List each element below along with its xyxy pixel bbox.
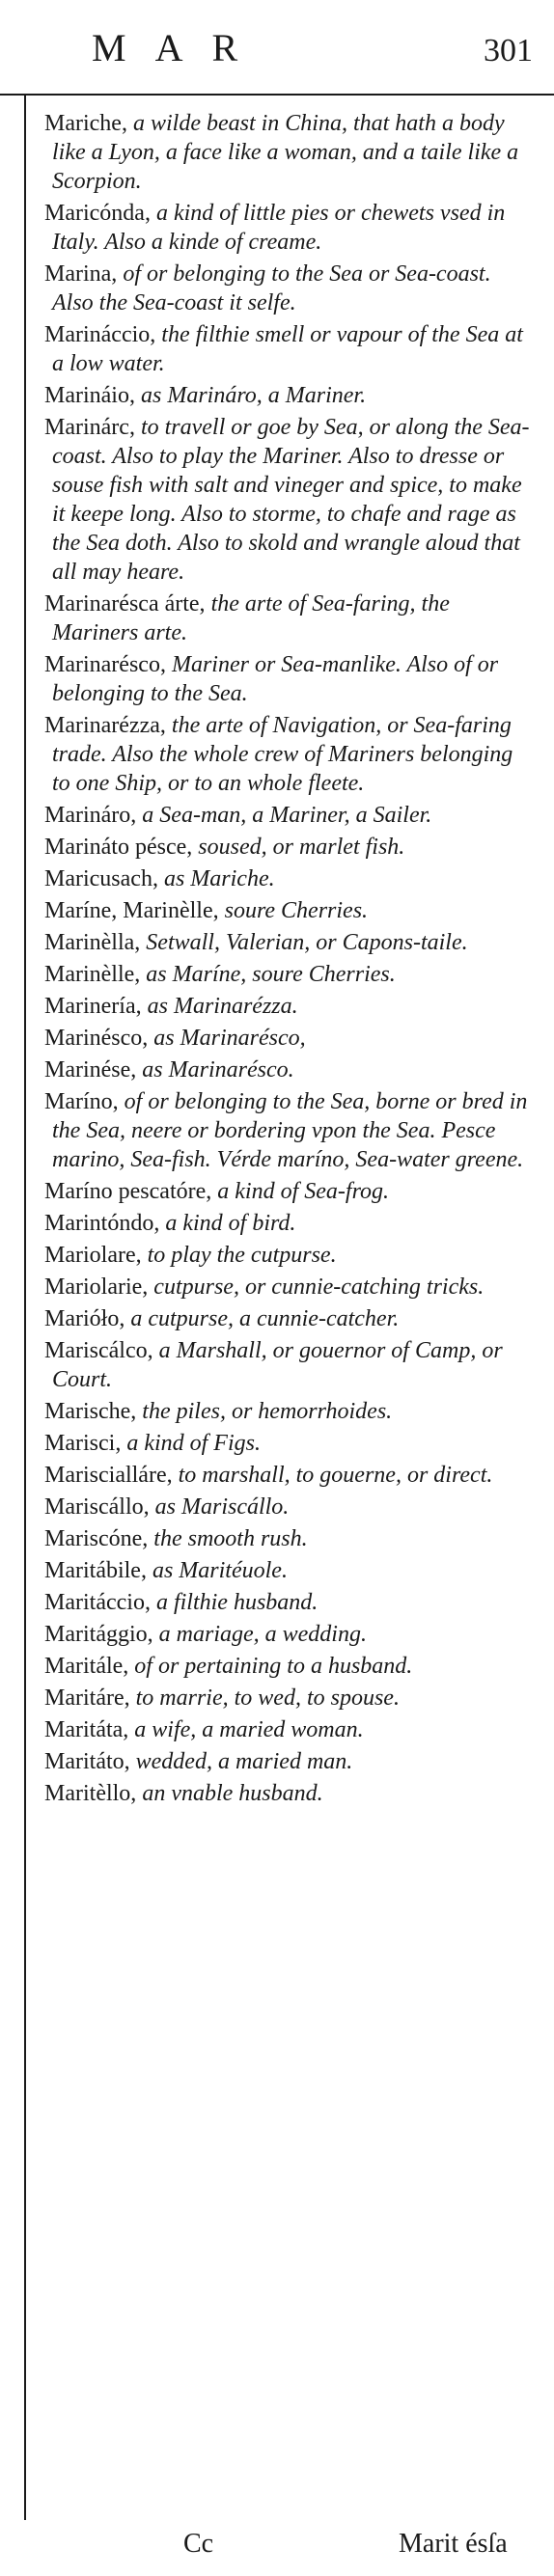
entry-headword: Mariscialláre, <box>44 1463 173 1488</box>
entry-definition: a kind of bird. <box>159 1211 296 1236</box>
entry-headword: Marinèlle, <box>44 962 141 987</box>
entry-definition: a kind of Sea-frog. <box>211 1179 390 1204</box>
entry-headword: Marinésco, <box>44 1026 149 1051</box>
entry-definition: cutpurse, or cunnie-catching tricks. <box>148 1274 485 1300</box>
dictionary-entry <box>29 833 531 862</box>
dictionary-entry <box>29 896 531 925</box>
entry-definition: a mariage, a wedding. <box>152 1622 367 1647</box>
entry-definition: as Mariscállo. <box>149 1494 290 1520</box>
entry-definition: Setwall, Valerian, or Capons-taile. <box>140 930 468 955</box>
entry-headword: Mariolarie, <box>44 1274 149 1300</box>
entry-headword: Mariolare, <box>44 1243 142 1268</box>
entry-headword: Marinarésca árte, <box>44 591 206 617</box>
entry-headword: Marinése, <box>44 1057 137 1082</box>
entry-definition: of or belonging to the Sea or Sea-coast. Also the Sea-coast it selfe. <box>52 261 491 315</box>
entry-definition: the arte of Sea-faring, the Mariners arte. <box>52 591 450 645</box>
dictionary-entry <box>29 1241 531 1270</box>
entry-definition: as Marinarésco. <box>136 1057 294 1082</box>
dictionary-entry <box>29 650 531 708</box>
entry-headword: Marische, <box>44 1399 137 1424</box>
header-rule <box>0 94 554 96</box>
entry-definition: the arte of Navigation, or Sea-faring trade. Also the whole crew of Mariners belonging to one Ship, or to an whole fleete. <box>52 713 513 796</box>
entry-definition: to marrie, to wed, to spouse. <box>129 1685 400 1711</box>
dictionary-entry <box>29 1177 531 1206</box>
entry-definition: as Marinarézza. <box>141 994 298 1019</box>
entry-headword: Marinería, <box>44 994 142 1019</box>
dictionary-entry <box>29 1397 531 1426</box>
dictionary-entry <box>29 1087 531 1174</box>
dictionary-entry <box>29 1429 531 1458</box>
entry-headword: Marináccio, <box>44 322 156 347</box>
entry-headword: Marisci, <box>44 1431 122 1456</box>
entry-headword: Marinèlla, <box>44 930 141 955</box>
entry-definition: as Maritéuole. <box>146 1558 288 1583</box>
entry-definition: as Marináro, a Mariner. <box>134 383 367 408</box>
dictionary-entry <box>29 711 531 798</box>
dictionary-entry <box>29 1779 531 1808</box>
entry-headword: Marinárc, <box>44 415 135 440</box>
entry-definition: the piles, or hemorrhoides. <box>136 1399 393 1424</box>
dictionary-entry <box>29 1747 531 1776</box>
dictionary-entry <box>29 199 531 257</box>
entry-headword: Marináro, <box>44 803 137 828</box>
entry-definition: as Marinarésco, <box>148 1026 306 1051</box>
entry-definition: as Mariche. <box>157 866 275 891</box>
page-header <box>0 19 554 77</box>
dictionary-entry <box>29 1493 531 1521</box>
entry-headword: Mariscállo, <box>44 1494 150 1520</box>
entry-definition: a Sea-man, a Mariner, a Sailer. <box>136 803 432 828</box>
entry-headword: Maríno, <box>44 1089 119 1114</box>
dictionary-entry <box>29 1273 531 1302</box>
entry-headword: Maríno pescatóre, <box>44 1179 212 1204</box>
dictionary-entry <box>29 801 531 830</box>
entry-headword: Maritèllo, <box>44 1781 137 1806</box>
dictionary-entry <box>29 992 531 1021</box>
entry-definition: to marshall, to gouerne, or direct. <box>172 1463 493 1488</box>
entry-headword: Maritáta, <box>44 1717 129 1742</box>
entry-definition: Mariner or Sea-manlike. Also of or belonging to the Sea. <box>52 652 499 706</box>
entry-definition: a Marshall, or gouernor of Camp, or Court. <box>52 1338 503 1392</box>
entry-definition: to travell or goe by Sea, or along the Sea-coast. Also to play the Mariner. Also to dresse or souse fish with salt and vineger and spice, to make it keepe long. Also to storme, to chafe and rage as the Sea doth. Also to skold and wrangle aloud that all may heare. <box>52 415 530 585</box>
entry-headword: Maritággio, <box>44 1622 153 1647</box>
entry-headword: Maritábile, <box>44 1558 147 1583</box>
running-head: MAR <box>92 26 267 69</box>
entry-headword: Marióło, <box>44 1306 125 1331</box>
entry-definition: a filthie husband. <box>150 1590 319 1615</box>
dictionary-entry <box>29 1024 531 1053</box>
dictionary-entry <box>29 320 531 378</box>
entry-headword: Marináio, <box>44 383 135 408</box>
entry-definition: to play the cutpurse. <box>141 1243 337 1268</box>
entry-definition: a wife, a maried woman. <box>128 1717 364 1742</box>
entry-headword: Maritále, <box>44 1654 129 1679</box>
dictionary-entry <box>29 413 531 587</box>
entry-definition: as Maríne, soure Cherries. <box>140 962 396 987</box>
dictionary-entry <box>29 1055 531 1084</box>
catchword: Marit ésſa <box>399 2529 508 2559</box>
dictionary-entry <box>29 1209 531 1238</box>
entry-definition: of or belonging to the Sea, borne or bred in the Sea, neere or bordering vpon the Sea. Pesce marino, Sea-fish. Vérde maríno, Sea-water greene. <box>52 1089 528 1172</box>
dictionary-entry <box>29 260 531 317</box>
entry-definition: of or pertaining to a husband. <box>128 1654 413 1679</box>
entry-headword: Maritáto, <box>44 1749 130 1774</box>
dictionary-entry <box>29 864 531 893</box>
dictionary-entry <box>29 1556 531 1585</box>
signature-mark: Cc <box>183 2529 214 2559</box>
entry-definition: soused, or marlet fish. <box>192 835 405 860</box>
entry-definition: a kind of little pies or chewets vsed in Italy. Also a kinde of creame. <box>52 201 506 255</box>
entry-headword: Mariche, <box>44 111 127 136</box>
entry-headword: Marinarésco, <box>44 652 166 677</box>
entry-definition: a wilde beast in China, that hath a body like a Lyon, a face like a woman, and a taile like a Scorpion. <box>52 111 519 194</box>
entry-definition: wedded, a maried man. <box>129 1749 353 1774</box>
dictionary-entry <box>29 1461 531 1490</box>
dictionary-entry <box>29 589 531 647</box>
entry-list <box>29 109 531 1808</box>
entry-headword: Marina, <box>44 261 118 287</box>
page-number: 301 <box>484 33 533 69</box>
dictionary-entry <box>29 1524 531 1553</box>
entry-headword: Maritáccio, <box>44 1590 151 1615</box>
dictionary-entry <box>29 1336 531 1394</box>
entry-headword: Maritáre, <box>44 1685 130 1711</box>
entry-definition: the filthie smell or vapour of the Sea at a low water. <box>52 322 523 376</box>
dictionary-entry <box>29 109 531 196</box>
entry-headword: Marinarézza, <box>44 713 166 738</box>
entry-definition: the smooth rush. <box>148 1526 308 1551</box>
entry-definition: soure Cherries. <box>218 898 369 923</box>
entry-headword: Maricusach, <box>44 866 158 891</box>
entry-headword: Maricónda, <box>44 201 151 226</box>
margin-rule <box>24 94 26 2520</box>
dictionary-entry <box>29 1684 531 1713</box>
entry-headword: Mariscóne, <box>44 1526 149 1551</box>
entry-definition: a cutpurse, a cunnie-catcher. <box>125 1306 400 1331</box>
entry-headword: Marináto pésce, <box>44 835 193 860</box>
dictionary-entry <box>29 1620 531 1649</box>
entry-headword: Maríne, Marinèlle, <box>44 898 219 923</box>
page-footer <box>0 2529 554 2567</box>
dictionary-entry <box>29 381 531 410</box>
dictionary-entry <box>29 960 531 989</box>
dictionary-entry <box>29 1588 531 1617</box>
entry-headword: Mariscálco, <box>44 1338 153 1363</box>
entry-definition: a kind of Figs. <box>121 1431 261 1456</box>
dictionary-entry <box>29 1715 531 1744</box>
entry-definition: an vnable husband. <box>136 1781 323 1806</box>
dictionary-entry <box>29 1652 531 1681</box>
dictionary-entry <box>29 1304 531 1333</box>
entry-headword: Marintóndo, <box>44 1211 160 1236</box>
dictionary-entry <box>29 928 531 957</box>
